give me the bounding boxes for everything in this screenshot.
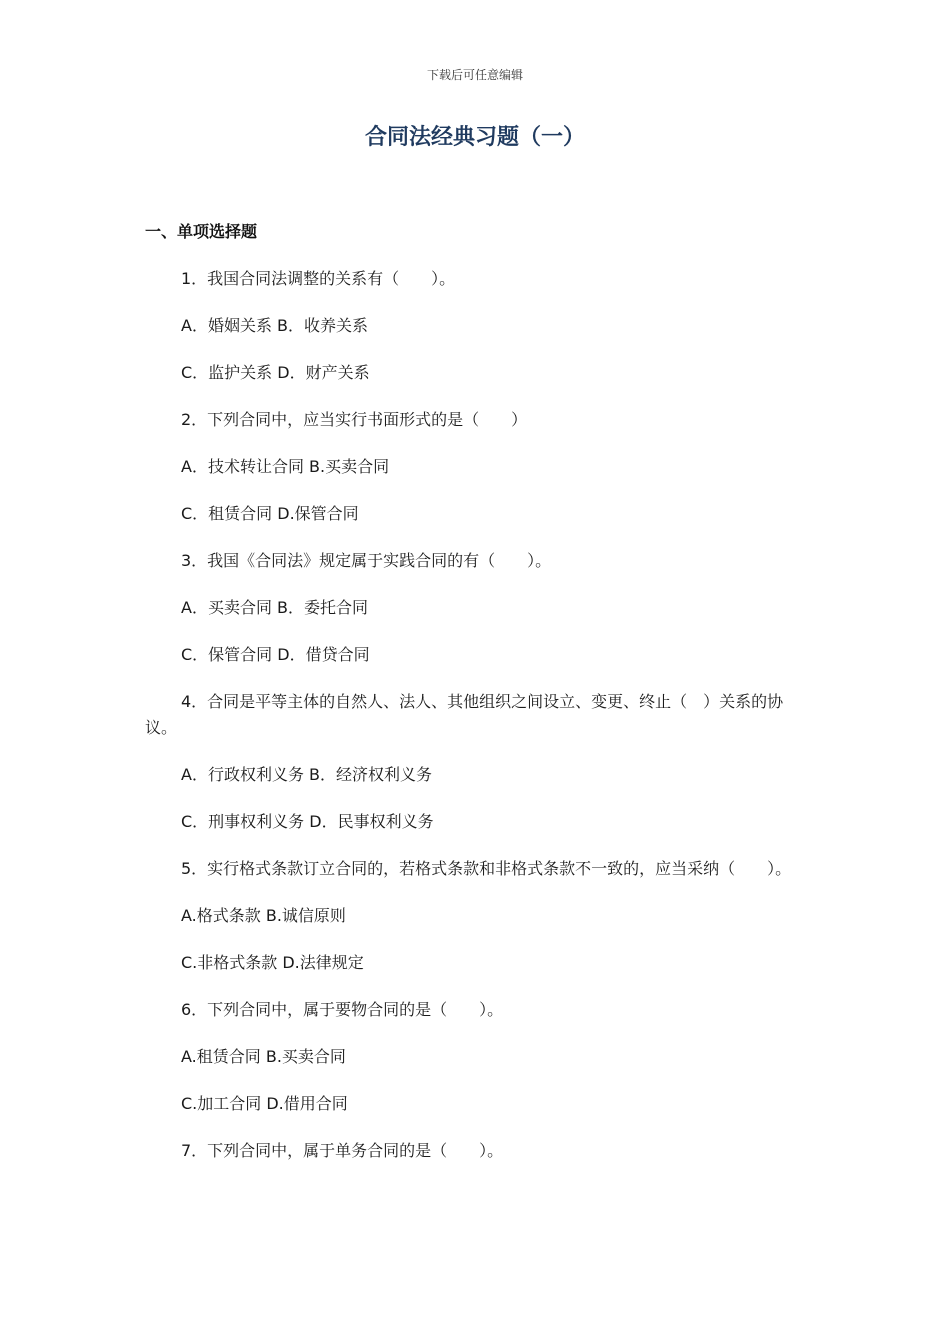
question-5-options-ab: A.格式条款 B.诚信原则 bbox=[181, 906, 346, 925]
question-4: 4．合同是平等主体的自然人、法人、其他组织之间设立、变更、终止（ ）关系的协议。 bbox=[145, 692, 784, 737]
question-5: 5．实行格式条款订立合同的，若格式条款和非格式条款不一致的，应当采纳（ ）。 bbox=[181, 859, 792, 878]
question-3: 3．我国《合同法》规定属于实践合同的有（ ）。 bbox=[181, 551, 552, 570]
question-4-options-cd: C．刑事权利义务 D．民事权利义务 bbox=[181, 812, 434, 831]
question-6-options-ab: A.租赁合同 B.买卖合同 bbox=[181, 1047, 346, 1066]
question-3-options-ab: A．买卖合同 B．委托合同 bbox=[181, 598, 369, 617]
question-1-options-ab: A．婚姻关系 B．收养关系 bbox=[181, 316, 369, 335]
question-6-options-cd: C.加工合同 D.借用合同 bbox=[181, 1094, 348, 1113]
question-6: 6．下列合同中，属于要物合同的是（ ）。 bbox=[181, 1000, 504, 1019]
question-4-options-ab: A．行政权利义务 B．经济权利义务 bbox=[181, 765, 433, 784]
question-7: 7．下列合同中，属于单务合同的是（ ）。 bbox=[181, 1141, 504, 1160]
section-heading: 一、单项选择题 bbox=[145, 222, 258, 241]
document-title: 合同法经典习题（一） bbox=[364, 125, 585, 150]
question-2-options-cd: C．租赁合同 D.保管合同 bbox=[181, 504, 359, 523]
question-1-options-cd: C．监护关系 D．财产关系 bbox=[181, 363, 370, 382]
question-3-options-cd: C．保管合同 D．借贷合同 bbox=[181, 645, 370, 664]
question-2: 2．下列合同中，应当实行书面形式的是（ ） bbox=[181, 410, 528, 429]
question-list bbox=[145, 266, 805, 1185]
header-note: 下载后可任意编辑 bbox=[426, 68, 523, 82]
question-2-options-ab: A．技术转让合同 B.买卖合同 bbox=[181, 457, 390, 476]
question-1: 1．我国合同法调整的关系有（ ）。 bbox=[181, 269, 456, 288]
question-5-options-cd: C.非格式条款 D.法律规定 bbox=[181, 953, 364, 972]
